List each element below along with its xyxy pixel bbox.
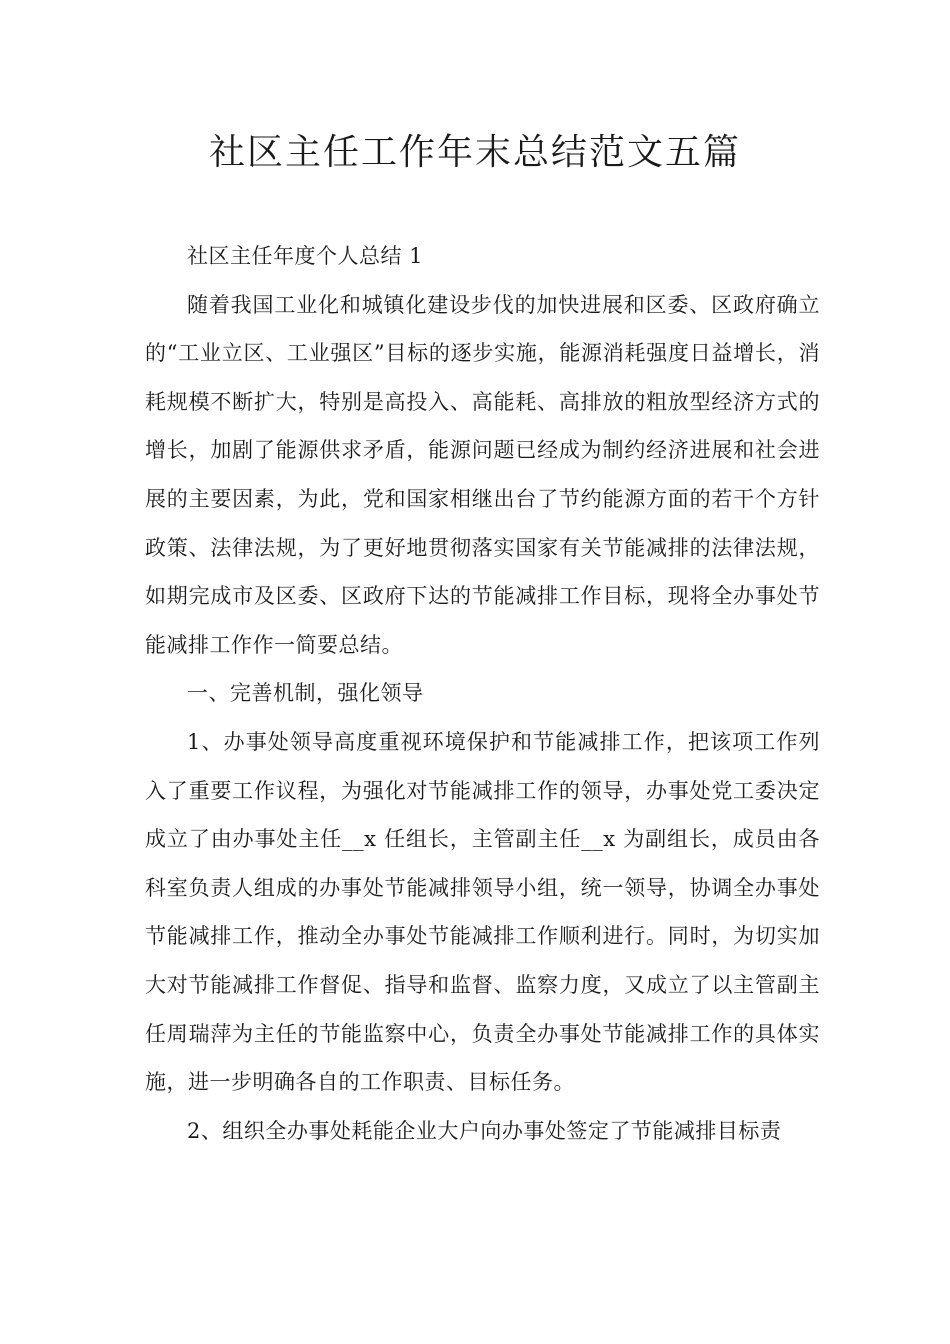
paragraph: 2、组织全办事处耗能企业大户向办事处签定了节能减排目标责 (187, 1118, 782, 1143)
document-body (145, 232, 820, 1155)
subsection-heading: 一、完善机制，强化领导 (187, 681, 424, 706)
section-heading: 社区主任年度个人总结 1 (187, 244, 424, 268)
paragraph: 1、办事处领导高度重视环境保护和节能减排工作，把该项工作列入了重要工作议程，为强化对节能减排工作的领导，办事处党工委决定成立了由办事处主任__x 任组长，主管副主任__x 为副组长，成员由各科室负责人组成的办事处节能减排领导小组，统一领导，协调全办事处节能减排工作，推动全办事处节能减排工作顺利进行。同时，为切实加大对节能减排工作督促、指导和监督、监察力度，又成立了以主管副主任周瑞萍为主任的节能监察中心，负责全办事处节能减排工作的具体实施，进一步明确各自的工作职责、目标任务。 (145, 729, 820, 1095)
paragraph: 随着我国工业化和城镇化建设步伐的加快进展和区委、区政府确立的“工业立区、工业强区”目标的逐步实施，能源消耗强度日益增长，消耗规模不断扩大，特别是高投入、高能耗、高排放的粗放型经济方式的增长，加剧了能源供求矛盾，能源问题已经成为制约经济进展和社会进展的主要因素，为此，党和国家相继出台了节约能源方面的若干个方针政策、法律法规，为了更好地贯彻落实国家有关节能减排的法律法规，如期完成市及区委、区政府下达的节能减排工作目标，现将全办事处节能减排工作作一简要总结。 (145, 292, 820, 657)
document-title: 社区主任工作年末总结范文五篇 (208, 132, 741, 173)
